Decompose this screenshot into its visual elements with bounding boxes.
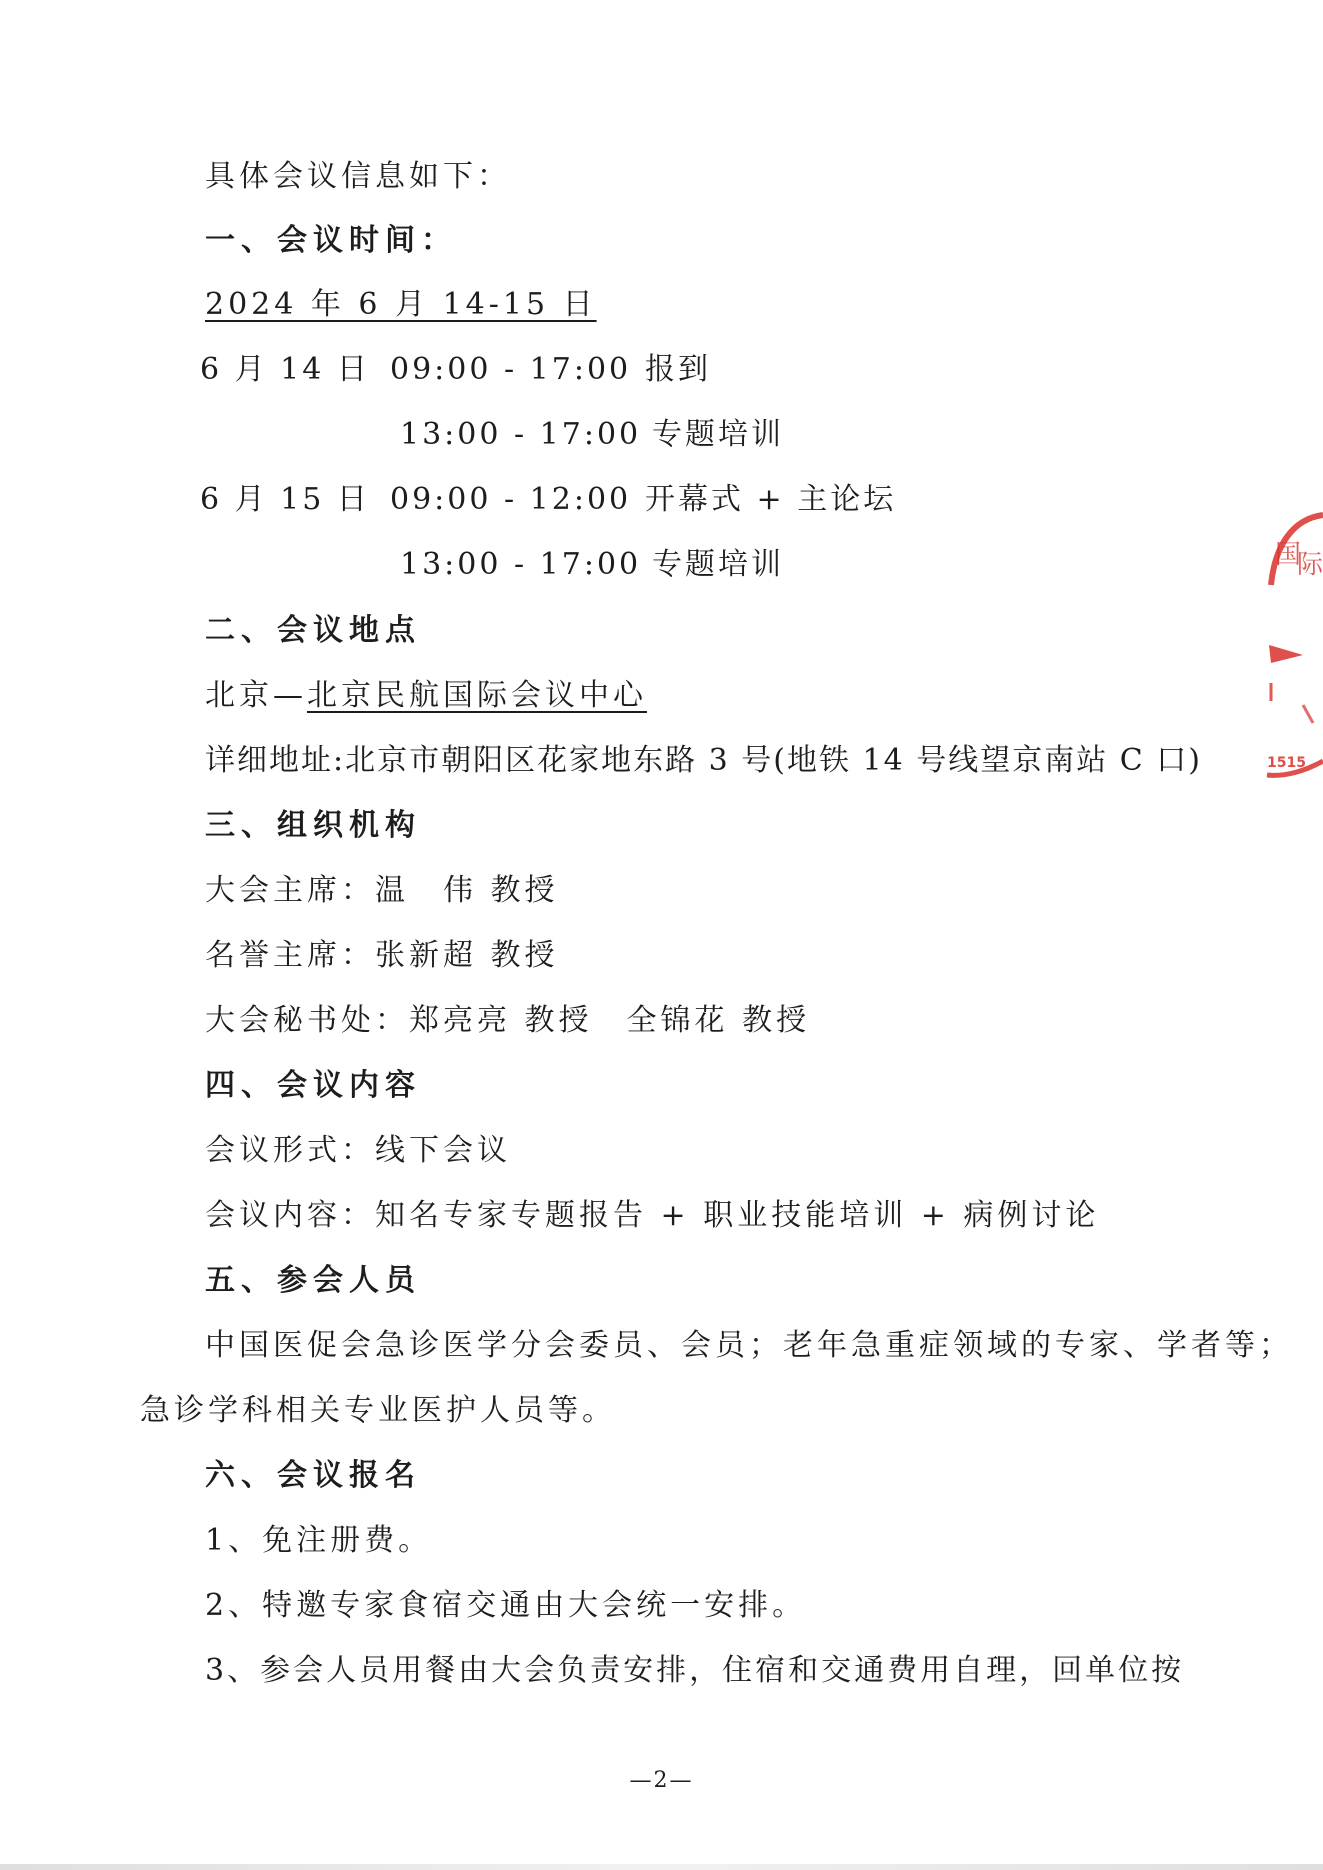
venue-city: 北京— bbox=[205, 678, 307, 713]
attendees-line-2: 急诊学科相关专业医护人员等。 bbox=[140, 1393, 616, 1428]
schedule-time: 13:00 - 17:00 bbox=[400, 547, 642, 582]
registration-item: 1、免注册费。 bbox=[205, 1523, 433, 1558]
content-topics: 会议内容：知名专家专题报告 + 职业技能培训 + 病例讨论 bbox=[205, 1198, 1100, 1233]
venue-name: 北京民航国际会议中心 bbox=[307, 678, 647, 713]
content-format: 会议形式：线下会议 bbox=[205, 1133, 511, 1168]
org-honorary-chair: 名誉主席：张新超 教授 bbox=[205, 938, 559, 973]
section-content-heading: 四、会议内容 bbox=[205, 1068, 421, 1103]
svg-text:国: 国 bbox=[1275, 540, 1302, 570]
section-attendees-heading: 五、参会人员 bbox=[205, 1263, 421, 1298]
scan-edge bbox=[0, 1864, 1323, 1870]
schedule-event: 开幕式 + 主论坛 bbox=[645, 482, 897, 517]
section-venue-heading: 二、会议地点 bbox=[205, 613, 421, 648]
section-registration-heading: 六、会议报名 bbox=[205, 1458, 421, 1493]
venue-address: 详细地址:北京市朝阳区花家地东路 3 号(地铁 14 号线望京南站 C 口) bbox=[205, 743, 1202, 778]
svg-text:1515: 1515 bbox=[1267, 755, 1306, 771]
schedule-event: 专题培训 bbox=[652, 547, 784, 582]
registration-item: 3、参会人员用餐由大会负责安排，住宿和交通费用自理，回单位按 bbox=[205, 1653, 1185, 1688]
schedule-event: 专题培训 bbox=[652, 417, 784, 452]
official-seal-fragment bbox=[1263, 505, 1323, 805]
org-secretariat: 大会秘书处：郑亮亮 教授 全锦花 教授 bbox=[205, 1003, 811, 1038]
schedule-event: 报到 bbox=[645, 352, 711, 387]
intro-text: 具体会议信息如下： bbox=[205, 159, 511, 194]
section-time-heading: 一、会议时间： bbox=[205, 223, 457, 258]
schedule-time: 09:00 - 12:00 bbox=[390, 482, 632, 517]
schedule-time: 13:00 - 17:00 bbox=[400, 417, 642, 452]
attendees-line-1: 中国医促会急诊医学分会委员、会员；老年急重症领域的专家、学者等； bbox=[205, 1328, 1293, 1363]
schedule-day: 6 月 14 日 bbox=[200, 352, 370, 387]
org-chair: 大会主席：温 伟 教授 bbox=[205, 873, 559, 908]
schedule-time: 09:00 - 17:00 bbox=[390, 352, 632, 387]
venue-line bbox=[205, 676, 647, 716]
registration-item: 2、特邀专家食宿交通由大会统一安排。 bbox=[205, 1588, 807, 1623]
svg-text:际: 际 bbox=[1297, 550, 1323, 580]
page-number: —2— bbox=[629, 1768, 694, 1793]
meeting-date: 2024 年 6 月 14-15 日 bbox=[205, 287, 597, 322]
schedule-day: 6 月 15 日 bbox=[200, 482, 370, 517]
section-org-heading: 三、组织机构 bbox=[205, 808, 421, 843]
